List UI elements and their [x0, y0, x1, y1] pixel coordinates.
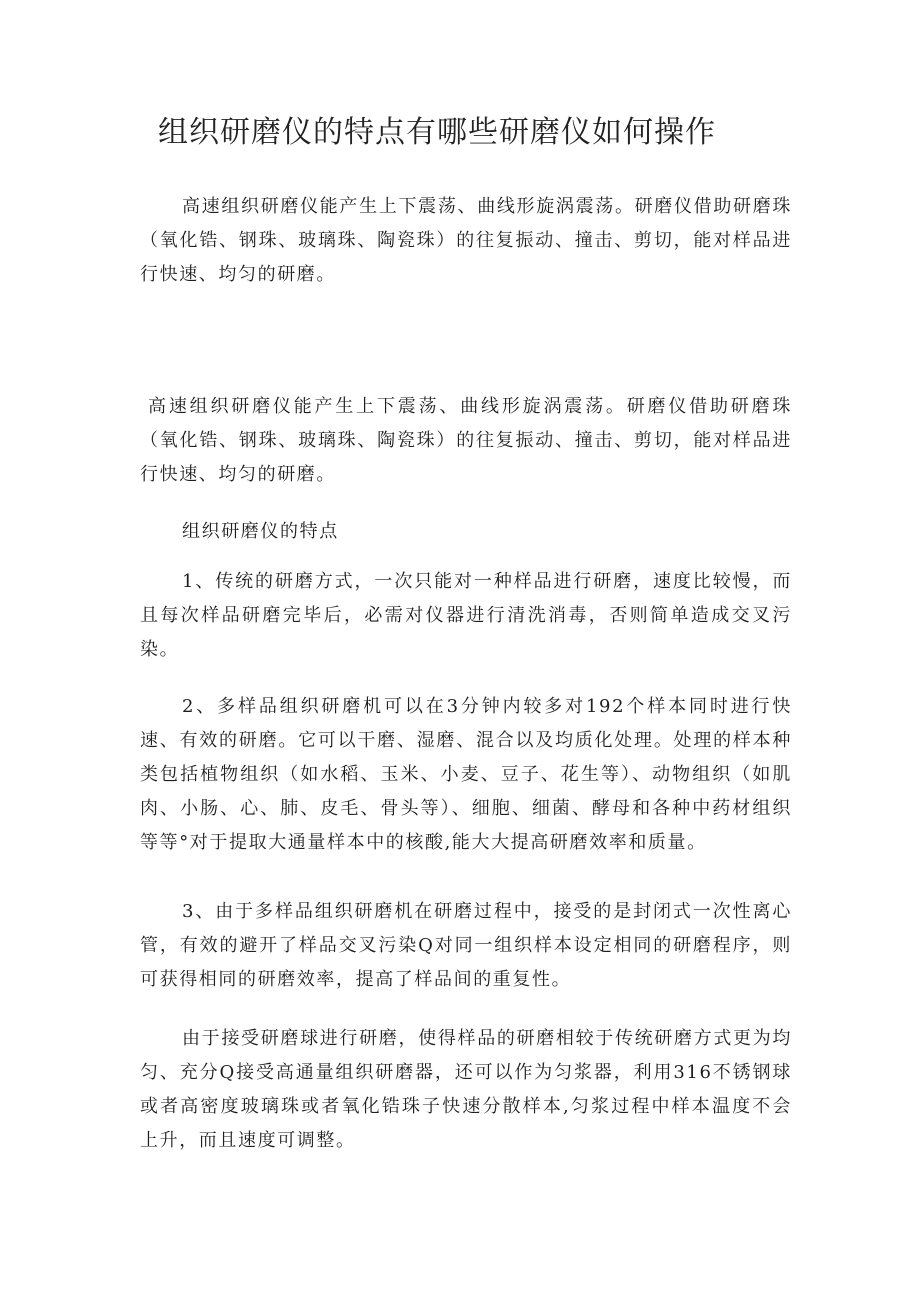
page-title: 组织研磨仪的特点有哪些研磨仪如何操作 — [158, 115, 716, 150]
intro-paragraph-repeat: 高速组织研磨仪能产生上下震荡、曲线形旋涡震荡。研磨仪借助研磨珠（氧化锆、钢珠、玻璃珠、陶瓷珠）的往复振动、撞击、剪切，能对样品进行快速、均匀的研磨。 — [140, 396, 792, 485]
feature-point-3: 3、由于多样品组织研磨机在研磨过程中，接受的是封闭式一次性离心管，有效的避开了样品交叉污染Q对同一组织样本设定相同的研磨程序，则可获得相同的研磨效率，提高了样品间的重复性。 — [140, 901, 792, 990]
section-heading: 组织研磨仪的特点 — [182, 521, 339, 542]
closing-paragraph: 由于接受研磨球进行研磨，使得样品的研磨相较于传统研磨方式更为均匀、充分Q接受高通量组织研磨器，还可以作为匀浆器，利用316不锈钢球或者高密度玻璃珠或者氧化锆珠子快速分散样本,匀浆过程中样本温度不会上升，而且速度可调整。 — [140, 1028, 792, 1151]
feature-point-1: 1、传统的研磨方式，一次只能对一种样品进行研磨，速度比较慢，而且每次样品研磨完毕后，必需对仪器进行清洗消毒，否则简单造成交叉污染。 — [140, 571, 792, 660]
feature-point-2: 2、多样品组织研磨机可以在3分钟内较多对192个样本同时进行快速、有效的研磨。它可以干磨、湿磨、混合以及均质化处理。处理的样本种类包括植物组织（如水稻、玉米、小麦、豆子、花生等）、动物组织（如肌肉、小肠、心、肺、皮毛、骨头等）、细胞、细菌、酵母和各种中药材组织等等°对于提取大通量样本中的核酸,能大大提高研磨效率和质量。 — [140, 696, 792, 853]
intro-paragraph: 高速组织研磨仪能产生上下震荡、曲线形旋涡震荡。研磨仪借助研磨珠（氧化锆、钢珠、玻璃珠、陶瓷珠）的往复振动、撞击、剪切，能对样品进行快速、均匀的研磨。 — [140, 196, 792, 285]
